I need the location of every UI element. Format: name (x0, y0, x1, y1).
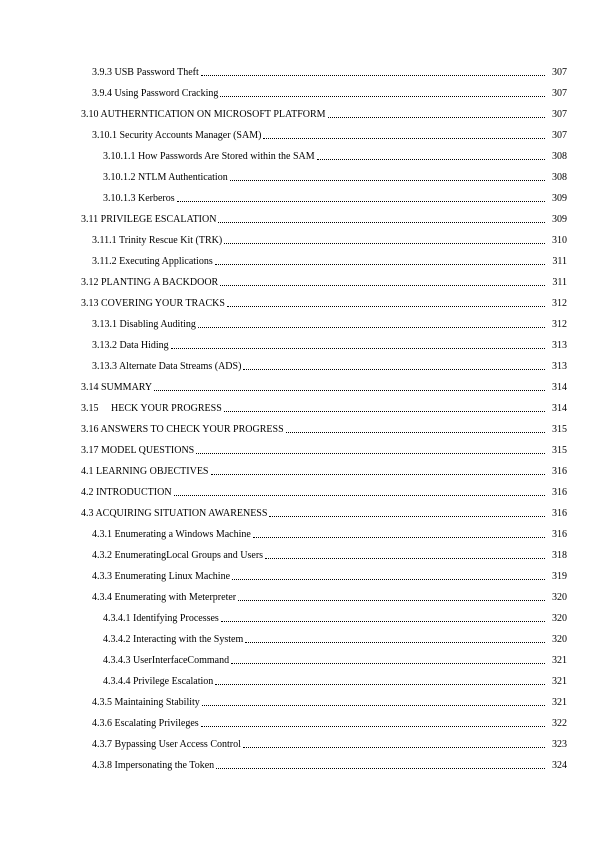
dot-leader (265, 557, 545, 559)
toc-entry[interactable] (0, 436, 595, 457)
toc-entry[interactable] (0, 394, 595, 415)
toc-entry[interactable] (0, 373, 595, 394)
toc-entry-page-number: 320 (552, 592, 567, 603)
toc-entry-page-number: 315 (552, 445, 567, 456)
dot-leader (198, 326, 545, 328)
toc-entry-title: 4.3.8 Impersonating the Token (92, 760, 215, 771)
toc-entry-page-number: 310 (552, 235, 567, 246)
dot-leader (238, 599, 545, 601)
toc-entry-page-number: 323 (552, 739, 567, 750)
toc-entry-page-number: 320 (552, 613, 567, 624)
toc-entry-title: 3.13.3 Alternate Data Streams (ADS) (92, 361, 242, 372)
toc-entry[interactable] (0, 247, 595, 268)
toc-entry-page-number: 312 (552, 298, 567, 309)
dot-leader (218, 221, 545, 223)
toc-entry-title: 3.10 AUTHERNTICATION ON MICROSOFT PLATFORM (81, 109, 326, 120)
dot-leader (174, 494, 545, 496)
toc-entry-page-number: 315 (552, 424, 567, 435)
dot-leader (227, 305, 545, 307)
toc-entry[interactable] (0, 331, 595, 352)
dot-leader (211, 473, 546, 475)
toc-entry-title: 3.10.1.1 How Passwords Are Stored within the SAM (103, 151, 315, 162)
dot-leader (220, 95, 545, 97)
toc-entry-title: 3.10.1.2 NTLM Authentication (103, 172, 228, 183)
toc-entry-title: 3.11 PRIVILEGE ESCALATION (81, 214, 217, 225)
toc-entry-title: 4.3 ACQUIRING SITUATION AWARENESS (81, 508, 268, 519)
dot-leader (232, 578, 545, 580)
toc-entry-page-number: 316 (552, 487, 567, 498)
toc-entry[interactable] (0, 79, 595, 100)
toc-entry[interactable] (0, 457, 595, 478)
toc-entry[interactable] (0, 478, 595, 499)
toc-entry-page-number: 321 (552, 655, 567, 666)
toc-entry-title: 3.16 ANSWERS TO CHECK YOUR PROGRESS (81, 424, 284, 435)
dot-leader (220, 284, 545, 286)
toc-entry-title: 4.1 LEARNING OBJECTIVES (81, 466, 209, 477)
toc-entry[interactable] (0, 562, 595, 583)
dot-leader (286, 431, 545, 433)
toc-entry[interactable] (0, 625, 595, 646)
toc-entry[interactable] (0, 541, 595, 562)
dot-leader (231, 662, 545, 664)
toc-entry[interactable] (0, 646, 595, 667)
toc-entry-title: 4.3.1 Enumerating a Windows Machine (92, 529, 251, 540)
toc-entry-title: 4.3.3 Enumerating Linux Machine (92, 571, 231, 582)
toc-entry-title: 3.10.1 Security Accounts Manager (SAM) (92, 130, 262, 141)
toc-entry[interactable] (0, 184, 595, 205)
dot-leader (215, 263, 545, 265)
toc-entry-title: 3.13 COVERING YOUR TRACKS (81, 298, 225, 309)
toc-entry[interactable] (0, 751, 595, 772)
dot-leader (245, 641, 545, 643)
toc-entry-title: 3.9.3 USB Password Theft (92, 67, 199, 78)
dot-leader (171, 347, 545, 349)
dot-leader (243, 746, 545, 748)
toc-entry[interactable] (0, 604, 595, 625)
toc-entry[interactable] (0, 268, 595, 289)
toc-entry-title: 3.12 PLANTING A BACKDOOR (81, 277, 219, 288)
toc-entry-page-number: 316 (552, 508, 567, 519)
toc-entry-page-number: 309 (552, 214, 567, 225)
dot-leader (215, 683, 545, 685)
toc-entry-title: 3.13.1 Disabling Auditing (92, 319, 196, 330)
toc-entry-page-number: 308 (552, 151, 567, 162)
toc-entry[interactable] (0, 121, 595, 142)
toc-entry-page-number: 316 (552, 529, 567, 540)
dot-leader (177, 200, 545, 202)
toc-entry[interactable] (0, 415, 595, 436)
table-of-contents (0, 58, 595, 772)
toc-entry[interactable] (0, 310, 595, 331)
toc-entry-title: 4.3.4.3 UserInterfaceCommand (103, 655, 230, 666)
toc-entry[interactable] (0, 667, 595, 688)
dot-leader (216, 767, 545, 769)
toc-entry-page-number: 312 (552, 319, 567, 330)
toc-entry-title: 3.10.1.3 Kerberos (103, 193, 175, 204)
toc-entry-page-number: 307 (552, 109, 567, 120)
toc-entry-page-number: 321 (552, 697, 567, 708)
toc-entry-title: 3.17 MODEL QUESTIONS (81, 445, 195, 456)
toc-entry-title: 3.11.1 Trinity Rescue Kit (TRK) (92, 235, 223, 246)
toc-entry-page-number: 308 (552, 172, 567, 183)
dot-leader (224, 242, 545, 244)
toc-entry[interactable] (0, 730, 595, 751)
dot-leader (263, 137, 545, 139)
toc-entry-title: 4.3.4.1 Identifying Processes (103, 613, 219, 624)
toc-entry-page-number: 313 (552, 340, 567, 351)
toc-entry-page-number: 313 (552, 361, 567, 372)
toc-entry[interactable] (0, 709, 595, 730)
toc-entry[interactable] (0, 58, 595, 79)
toc-entry[interactable] (0, 289, 595, 310)
dot-leader (221, 620, 545, 622)
toc-entry-title: 4.3.5 Maintaining Stability (92, 697, 200, 708)
toc-entry-page-number: 318 (552, 550, 567, 561)
dot-leader (201, 74, 545, 76)
toc-entry-page-number: 311 (552, 277, 567, 288)
toc-entry-title: 3.15 HECK YOUR PROGRESS (81, 403, 222, 414)
dot-leader (328, 116, 545, 118)
toc-entry-page-number: 324 (552, 760, 567, 771)
toc-entry-page-number: 307 (552, 130, 567, 141)
dot-leader (224, 410, 545, 412)
toc-entry-title: 4.3.6 Escalating Privileges (92, 718, 199, 729)
toc-entry[interactable] (0, 163, 595, 184)
dot-leader (201, 725, 545, 727)
dot-leader (253, 536, 545, 538)
toc-entry-page-number: 309 (552, 193, 567, 204)
dot-leader (154, 389, 545, 391)
toc-entry[interactable] (0, 583, 595, 604)
dot-leader (269, 515, 545, 517)
toc-entry-title: 3.14 SUMMARY (81, 382, 153, 393)
toc-entry[interactable] (0, 688, 595, 709)
dot-leader (196, 452, 545, 454)
toc-entry-page-number: 319 (552, 571, 567, 582)
toc-entry-title: 4.3.7 Bypassing User Access Control (92, 739, 241, 750)
toc-entry-title: 4.2 INTRODUCTION (81, 487, 172, 498)
dot-leader (202, 704, 545, 706)
toc-entry-page-number: 321 (552, 676, 567, 687)
toc-entry-page-number: 307 (552, 67, 567, 78)
toc-entry-page-number: 307 (552, 88, 567, 99)
toc-entry[interactable] (0, 352, 595, 373)
toc-entry[interactable] (0, 499, 595, 520)
dot-leader (230, 179, 545, 181)
toc-entry-title: 4.3.4.2 Interacting with the System (103, 634, 244, 645)
toc-entry-title: 3.13.2 Data Hiding (92, 340, 169, 351)
toc-entry-title: 3.9.4 Using Password Cracking (92, 88, 219, 99)
toc-entry[interactable] (0, 100, 595, 121)
toc-entry[interactable] (0, 142, 595, 163)
toc-entry[interactable] (0, 226, 595, 247)
dot-leader (243, 368, 545, 370)
toc-entry-title: 3.11.2 Executing Applications (92, 256, 213, 267)
dot-leader (317, 158, 545, 160)
toc-entry-page-number: 316 (552, 466, 567, 477)
toc-entry-page-number: 314 (552, 382, 567, 393)
toc-entry-page-number: 311 (552, 256, 567, 267)
toc-entry[interactable] (0, 205, 595, 226)
toc-entry-page-number: 322 (552, 718, 567, 729)
toc-entry-page-number: 320 (552, 634, 567, 645)
toc-entry[interactable] (0, 520, 595, 541)
toc-entry-page-number: 314 (552, 403, 567, 414)
toc-entry-title: 4.3.4.4 Privilege Escalation (103, 676, 214, 687)
toc-entry-title: 4.3.4 Enumerating with Meterpreter (92, 592, 237, 603)
toc-entry-title: 4.3.2 EnumeratingLocal Groups and Users (92, 550, 264, 561)
